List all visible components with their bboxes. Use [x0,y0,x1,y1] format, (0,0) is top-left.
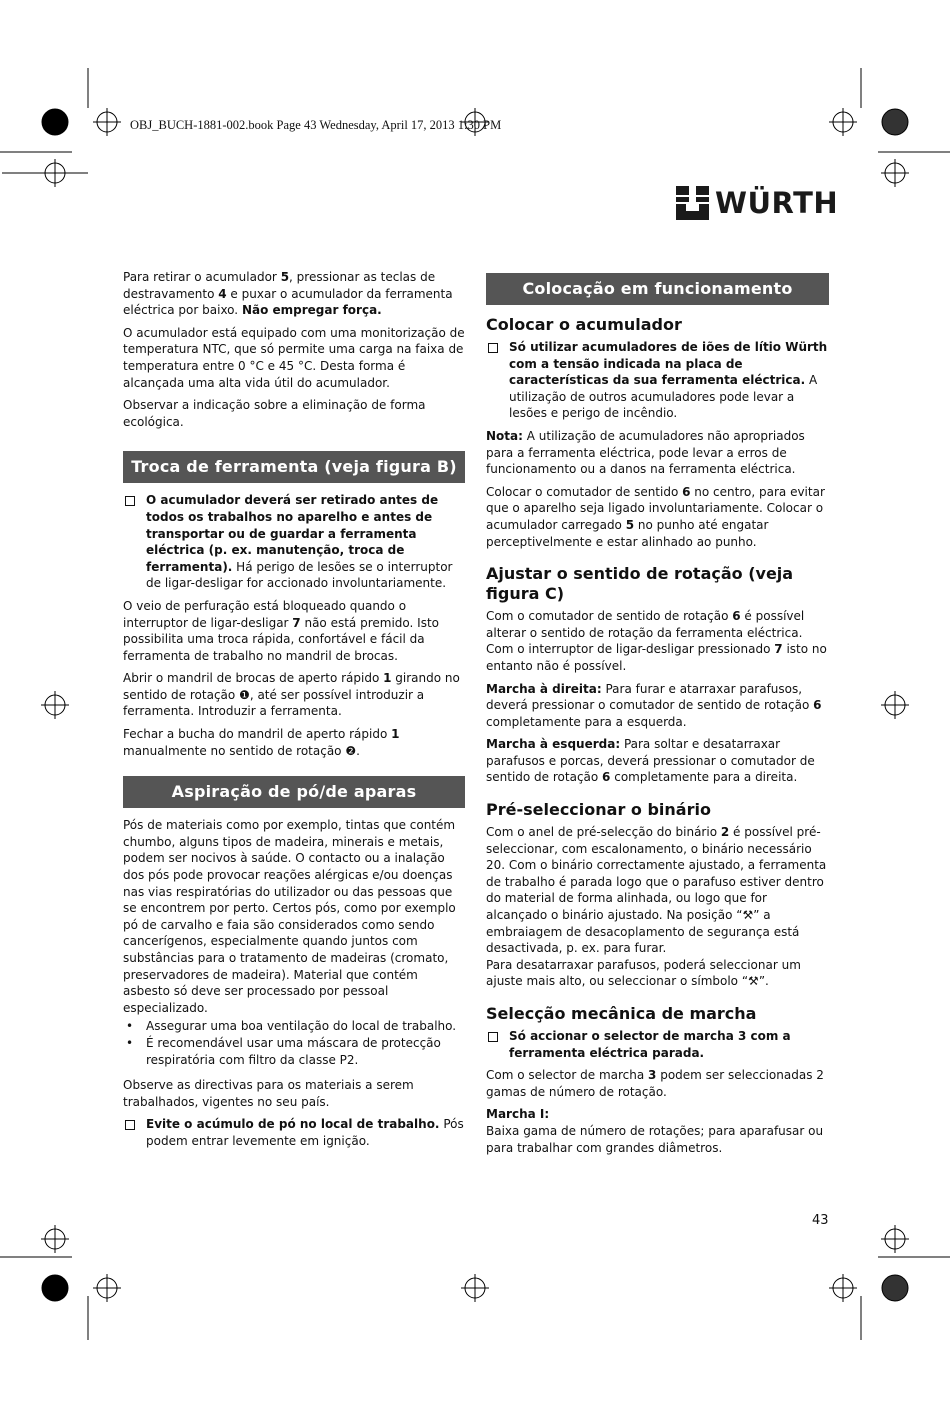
paragraph: O veio de perfuração está bloqueado quando o interruptor de ligar-desligar 7 não está premido. Isto possibilita uma troca rápida, confortável e fácil da ferramenta de trabalho no mandril de brocas. [123,598,440,663]
paragraph: Colocar o comutador de sentido 6 no centro, para evitar que o aparelho seja ligado involuntariamente. Colocar o acumulador carregado 5 no punho até engatar perceptivelmente e estar alinhado ao punho. [486,484,825,549]
subheading: Ajustar o sentido de rotação (veja figura C) [486,564,794,604]
list-item: • Assegurar uma boa ventilação do local de trabalho. [126,1019,457,1034]
book-file-info: OBJ_BUCH-1881-002.book Page 43 Wednesday, April 17, 2013 1:30 PM [130,118,502,132]
paragraph: Abrir o mandril de brocas de aperto rápido 1 girando no sentido de rotação ❶, até ser possível introduzir a ferramenta. Introduzir a ferramenta. [123,671,460,719]
section-banner-colocacao: Colocação em funcionamento [486,273,829,305]
clutch-symbol-icon: ⚒ [748,974,759,989]
paragraph: Com o anel de pré-selecção do binário 2 é possível pré-seleccionar, com escalonamento, o binário necessário 20. Com o binário correctamente ajustado, a ferramenta de trabalho é parada logo que o parafuso estiver dentro do material de forma alinhada, ou logo que for alcançado o binário ajustado. Na posição “⚒” a embraiagem de desacoplamento de segurança está desactivada, p. ex. para furar. Para desatarraxar parafusos, poderá seleccionar um ajuste mais alto, ou seleccionar o símbolo “⚒”. [486,825,827,989]
subheading: Selecção mecânica de marcha [486,1004,757,1023]
checkbox-square-icon [125,496,135,506]
warning-note: O acumulador deverá ser retirado antes de todos os trabalhos no aparelho e antes de transportar ou de guardar a ferramenta eléctrica (p. ex. manutenção, troca de ferramenta). Há perigo de lesões se o interruptor de ligar-desligar for accionado involuntariamente. [123,492,465,592]
paragraph: Com o selector de marcha 3 podem ser seleccionadas 2 gamas de número de rotação. [486,1068,824,1099]
checkbox-square-icon [488,1032,498,1042]
paragraph: Nota: A utilização de acumuladores não apropriados para a ferramenta eléctrica, pode levar a erros de funcionamento ou a danos na ferramenta eléctrica. [486,428,805,477]
checkbox-square-icon [488,343,498,353]
warning-note: Evite o acúmulo de pó no local de trabalho. Pós podem entrar levemente em ignição. [123,1116,465,1149]
paragraph: Pós de materiais como por exemplo, tintas que contém chumbo, alguns tipos de madeira, minerais e metais, podem ser nocivos à saúde. O contacto ou a inalação dos pós pode provocar reações alérgicas e/ou doenças nas vias respiratórias do utilizador ou das pessoas que se encontrem por perto. Certos pós, como por exemplo pó de carvalho e faia são considerados como sendo cancerígenos, especialmente quando juntos com substâncias para o tratamento de madeiras (cromato, preservadores de madeira). Material que contém asbesto só deve ser processado por pessoal especializado. [123,818,456,1015]
section-banner-troca: Troca de ferramenta (veja figura B) [123,451,465,483]
left-column [123,269,465,1156]
clutch-symbol-icon: ⚒ [742,908,754,923]
checkbox-square-icon [125,1120,135,1130]
paragraph: Observe as directivas para os materiais a serem trabalhados, vigentes no seu país. [123,1078,414,1109]
warning-note: Só utilizar acumuladores de iões de lítio Würth com a tensão indicada na placa de características da sua ferramenta eléctrica. A utilização de outros acumuladores pode levar a lesões e perigo de incêndio. [486,339,829,422]
section-banner-aspiracao: Aspiração de pó/de aparas [123,776,465,808]
list-item: • É recomendável usar uma máscara de protecção respiratória com filtro da classe P2. [126,1035,441,1067]
paragraph: Marcha à direita: Para furar e atarraxar parafusos, deverá pressionar o comutador de sentido de rotação 6 completamente para a esquerda. [486,681,822,729]
paragraph: O acumulador está equipado com uma monitorização de temperatura NTC, que só permite uma carga na faixa de temperatura entre 0 °C e 45 °C. Desta forma é alcançada uma alta vida útil do acumulador. [123,325,465,390]
wurth-wordmark: WÜRTH [715,185,839,220]
subheading: Colocar o acumulador [486,315,682,334]
bullet-list [123,1018,465,1068]
right-column [486,273,829,1162]
paragraph: Marcha à esquerda: Para soltar e desatarraxar parafusos e porcas, deverá pressionar o comutador de sentido de rotação 6 completamente para a direita. [486,737,815,785]
paragraph: Com o comutador de sentido de rotação 6 é possível alterar o sentido de rotação da ferramenta eléctrica. Com o interruptor de ligar-desligar pressionado 7 isto no entanto não é possível. [486,609,827,673]
page-number: 43 [812,1213,829,1228]
paragraph: Observar a indicação sobre a eliminação de forma ecológica. [123,398,426,429]
paragraph: Para retirar o acumulador 5, pressionar as teclas de destravamento 4 e puxar o acumulador da ferramenta eléctrica por baixo. Não empregar força. [123,270,453,318]
wurth-logo [676,186,838,220]
wurth-emblem-icon [676,186,709,220]
subheading: Pré-seleccionar o binário [486,800,711,820]
warning-note: Só accionar o selector de marcha 3 com a ferramenta eléctrica parada. [486,1028,829,1061]
paragraph: Marcha I: Baixa gama de número de rotações; para aparafusar ou para trabalhar com grandes diâmetros. [486,1107,824,1155]
paragraph: Fechar a bucha do mandril de aperto rápido 1 manualmente no sentido de rotação ❷. [123,727,400,758]
